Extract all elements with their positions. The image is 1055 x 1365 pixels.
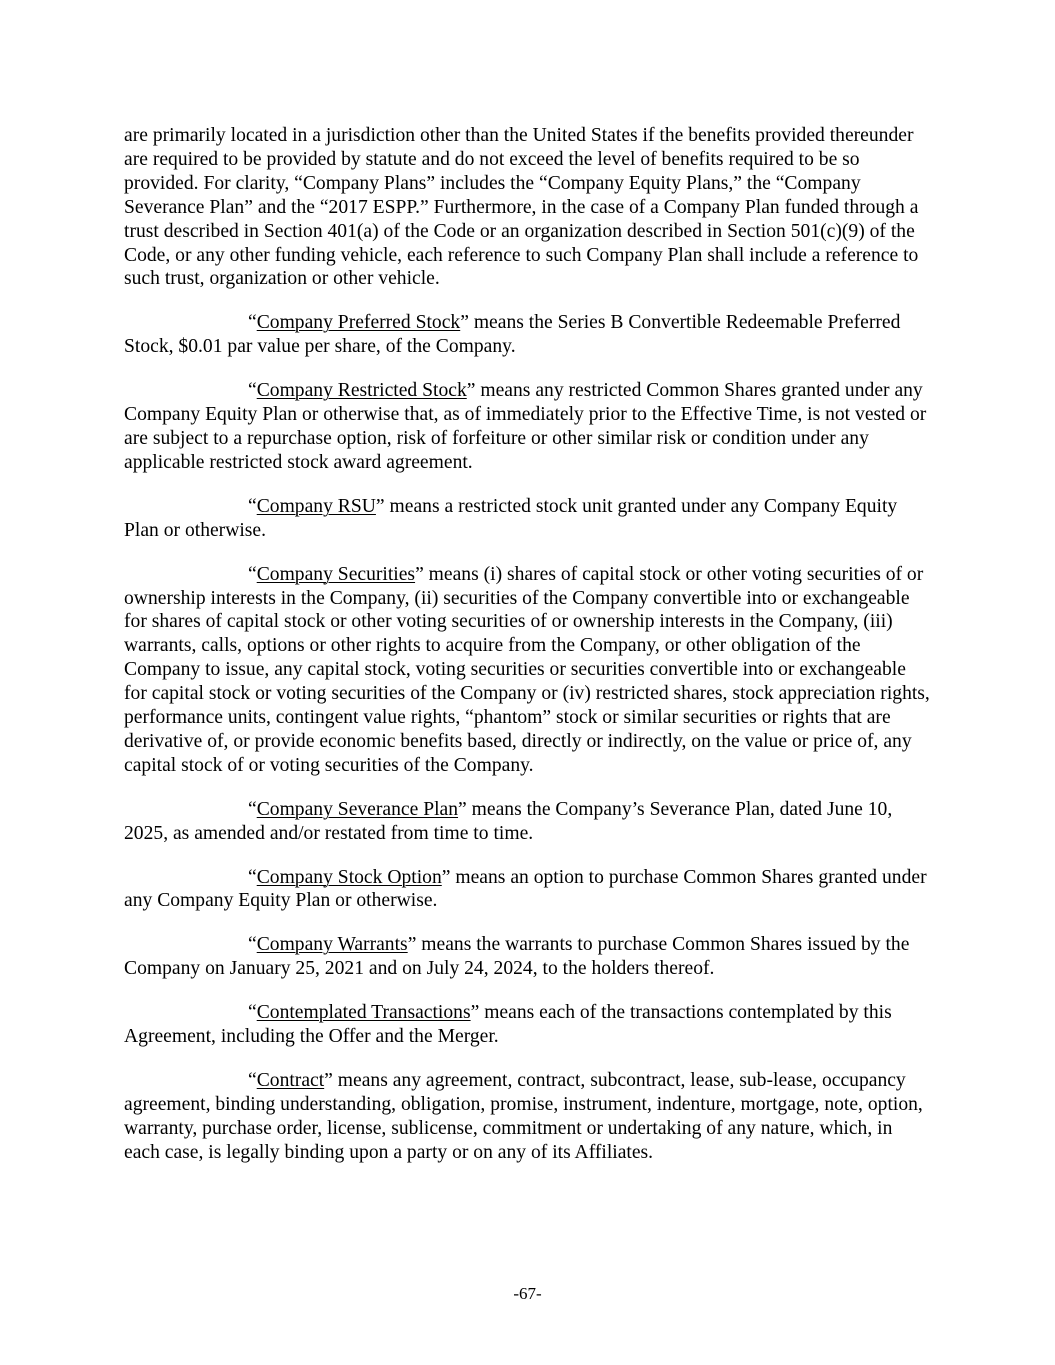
definition-company-severance-plan [124, 798, 932, 846]
defined-term: Company Securities [256, 563, 416, 585]
definition-company-securities [124, 563, 932, 778]
definition-company-stock-option [124, 866, 932, 914]
paragraph-text: are primarily located in a jurisdiction other than the United States if the benefits provided thereunder are required to be provided by statute and do not exceed the level of benefits required to be so provided. For clarity, “Company Plans” includes the “Company Equity Plans,” the “Company Severance Plan” and the “2017 ESPP.” Furthermore, in the case of a Company Plan funded through a trust described in Section 401(a) of the Code or an organization described in Section 501(c)(9) of the Code, or any other funding vehicle, each reference to such Company Plan shall include a reference to such trust, organization or other vehicle. [124, 125, 919, 290]
defined-term: Contemplated Transactions [256, 1002, 471, 1024]
definition-text: means the Series B Convertible Redeemable Preferred Stock, $0.01 par value per share, of the Company. [124, 312, 901, 358]
open-quote: “ [248, 1002, 257, 1024]
close-quote: ” [324, 1070, 333, 1091]
defined-term: Company Restricted Stock [256, 380, 467, 402]
open-quote: “ [248, 934, 257, 956]
page-number: -67- [513, 1284, 542, 1303]
open-quote: “ [248, 563, 257, 585]
definition-text: means any agreement, contract, subcontract, lease, sub-lease, occupancy agreement, binding understanding, obligation, promise, instrument, indenture, mortgage, note, option, warranty, purchase order, license, sublicense, commitment or undertaking of any nature, which, in each case, is legally binding upon a party or on any of its Affiliates. [124, 1070, 923, 1163]
defined-term: Company Preferred Stock [256, 312, 461, 334]
definition-company-rsu [124, 495, 932, 543]
close-quote: ” [407, 934, 417, 956]
open-quote: “ [248, 1070, 257, 1091]
open-quote: “ [248, 380, 257, 402]
close-quote: ” [466, 380, 476, 402]
definition-contemplated-transactions [124, 1001, 932, 1049]
defined-term: Company Severance Plan [256, 798, 459, 820]
open-quote: “ [248, 866, 257, 888]
close-quote: ” [458, 798, 467, 820]
open-quote: “ [248, 312, 257, 334]
close-quote: ” [415, 563, 424, 585]
close-quote: ” [460, 312, 469, 334]
document-body [124, 124, 932, 1185]
definition-text: means each of the transactions contemplated by this Agreement, including the Offer and the Merger. [124, 1002, 892, 1048]
definition-company-warrants [124, 933, 932, 981]
defined-term: Company Stock Option [256, 866, 442, 888]
defined-term: Company RSU [256, 495, 376, 517]
defined-term: Contract [256, 1070, 325, 1091]
definition-text: means any restricted Common Shares granted under any Company Equity Plan or otherwise that, as of immediately prior to the Effective Time, is not vested or are subject to a repurchase option, risk of forfeiture or other similar risk or condition under any applicable restricted stock award agreement. [124, 380, 927, 473]
close-quote: ” [441, 866, 451, 888]
close-quote: ” [470, 1002, 480, 1024]
definition-company-restricted-stock [124, 379, 932, 475]
continuation-paragraph [124, 124, 932, 291]
definition-text: means an option to purchase Common Shares granted under any Company Equity Plan or otherwise. [124, 866, 927, 912]
definition-contract [124, 1069, 932, 1165]
defined-term: Company Warrants [256, 934, 408, 956]
definition-text: means (i) shares of capital stock or other voting securities of or ownership interests in the Company, (ii) securities of the Company convertible into or exchangeable for shares of capital stock or other voting securities of or ownership interests in the Company, (iii) warrants, calls, options or other rights to acquire from the Company, or other obligation of the Company to issue, any capital stock, voting securities or securities convertible into or exchangeable for capital stock or voting securities of the Company or (iv) restricted shares, stock appreciation rights, performance units, contingent value rights, “phantom” stock or similar securities or rights that are derivative of, or provide economic benefits based, directly or indirectly, on the value or price of, any capital stock of or voting securities of the Company. [124, 563, 930, 776]
definition-text: means a restricted stock unit granted under any Company Equity Plan or otherwise. [124, 495, 898, 541]
definition-text: means the Company’s Severance Plan, dated June 10, 2025, as amended and/or restated from time to time. [124, 798, 893, 844]
close-quote: ” [375, 495, 385, 517]
definition-company-preferred-stock [124, 311, 932, 359]
open-quote: “ [248, 495, 257, 517]
open-quote: “ [248, 798, 257, 820]
definition-text: means the warrants to purchase Common Shares issued by the Company on January 25, 2021 and on July 24, 2024, to the holders thereof. [124, 934, 910, 980]
